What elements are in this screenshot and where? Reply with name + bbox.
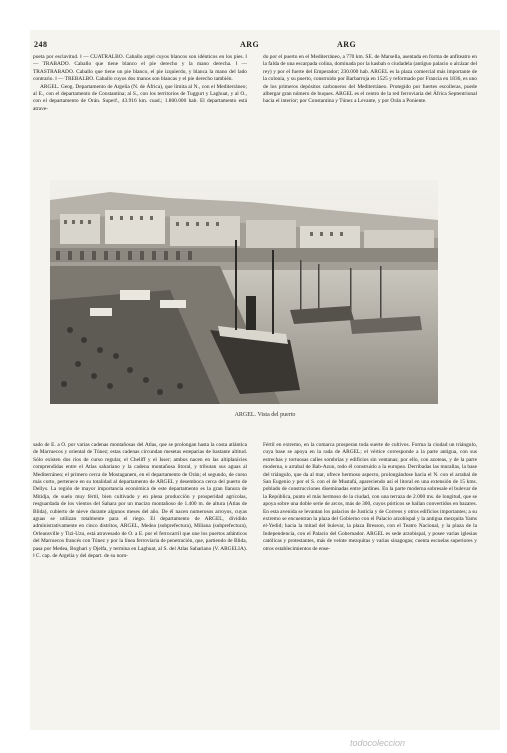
harbor-photograph: [50, 180, 438, 404]
running-head-right: ARG: [337, 40, 357, 49]
page-number: 248: [34, 40, 48, 49]
paragraph: sado de E. a O. por varias cadenas montañosas del Atlas, que se prolongan hasta la costa atlántica de Marruecos y oriental de Túnez; estas cadenas circundan mesetas esteparias de bastante altitud. Sólo existen dos ríos de curso regular, el Cheliff y el Isser; ambos nacen en las altiplanicies comprendidas entre el Atlas sahariano y la cadena montañosa litoral, y tributan sus aguas al Mediterráneo; el primero cerca de Mostaganem, en el departamento de Orán; el segundo, de curso más corto, pertenece en su totalidad al departamento de ARGEL y desemboca cerca del puerto de Dellys. La región de mayor importancia económica de este departamento es la gran llanura de Mitidja, de suelo muy fértil, bien cultivado y en plena producción y prosperidad agrícolas, resguardada de los vientos del Sahara por un macizo montañoso de 1.400 m. de altura (Atlas de Blida), cubierto de nieve durante algunos meses del año. De él nacen numerosos arroyos, cuyas aguas se utilizan totalmente para el riego. El departamento de ARGEL, dividido administrativamente en cinco distritos, ARGEL, Medea (subprefectura), Miliana (subprefectura), Orleansville y Tizi-Uzu, está atravesado de O. a E. por el ferrocarril que une los puertos atlánticos del Marruecos francés con Túnez y por la línea ferroviaria de penetración, que, partiendo de Blida, pasa por Medea, Boghari y Djelfa, y termina en Laghuat, al S. del Atlas Sahariano (V. ARGELIA). ‖ C. cap. de Argelia y del depart. de su nom-: [33, 442, 247, 560]
harbor-photo-image: [50, 180, 438, 404]
column-1-bottom: [33, 442, 247, 728]
paragraph: ARGEL. Geog. Departamento de Argelia (N. de África), que limita al N., con el Mediterráneo; al E., con el departamento de Constantina; al S., con los territorios de Tuggurt y Laghuat, y al O., con el departamento de Orán. Superf., 43.916 km. cuad.; 1.800.000 hab. El departamento está atrave-: [33, 83, 247, 112]
column-1-top: [33, 54, 247, 194]
encyclopedia-page: [30, 30, 500, 748]
paragraph: Fértil en extremo, en la comarca prosperan toda suerte de cultivos. Forma la ciudad un triángulo, cuya base se apoya en la rada de ARGEL; el vértice corresponde a la parte antigua, con sus estrechas y tortuosas calles sombrías y edificios sin ventanas; por ello, con azoteas, y de la parte moderna, o arrabal de Bab-Azun, todo él construido a la europea. Derribadas las murallas, la base del triángulo, que da al mar, ofrece hermoso aspecto, prolongándose hacia el N. con el arrabal de San Eugenio y por el S. con el de Mustafá, apareciendo así el litoral en una extensión de 15 kms. poblado de construcciones diseminadas entre jardines. En la parte moderna sobresale el bulevar de la República, punto el más hermoso de la ciudad, con una terraza de 2.000 ms. de longitud, que se apoya sobre una doble serie de arcos, más de 300, cuyos pórticos se hallan convertidos en bazares. En esta avenida se levantan los palacios de Justicia y de Correos y otros edificios importantes; a su extremo se encuentran la plaza del Gobierno con el Palacio arzobispal y la antigua mezquita Yams el-Yedid; hacia la mitad del bulevar, la plaza Bresson, con el Teatro Nacional, y la plaza de la Independencia, con el Palacio del Gobernador. ARGEL es sede arzobispal, y posee varias iglesias católicas y protestantes, más de veinte mezquitas y varias sinagogas; cuenta escuelas superiores y otros establecimientos de ense-: [263, 442, 477, 552]
column-2-bottom: [263, 442, 477, 728]
paragraph: do por el puerto en el Mediterráneo, a 770 km. SE. de Marsella, asentada en forma de anfiteatro en la falda de una escarpada colina, dominada por la kasbah o ciudadela (antiguo palacio o alcázar del rey) y por el fuerte del Emperador; 230.000 hab. ARGEL es la plaza comercial más importante de la colonia, y su puerto, construido por Barbarroja en 1525 y reformado por Francia en 1836, es uno de los primeros depósitos carboneros del Mediterráneo. Protegido por fuertes escolleras, puede albergar gran número de buques. ARGEL es el centro de la red ferroviaria del África Septentrional hacia el interior; por Constantina y Túnez a Levante, y por Orán a Poniente.: [263, 54, 477, 105]
column-2-top: [263, 54, 477, 194]
paragraph: poeta por esclavitud. ‖ — CUATRALBO. Caballo argel cuyos blancos son idénticos en los pies. ‖ — TRABADO. Caballo que tiene blanco el pie derecho y la mano derecha. ‖ — TRASTRABADO. Caballo que tiene un pie blanco, el pie izquierdo, y blanca la mano del lado contrario. ‖ — TREBALBO. Caballo cuyos dos manos son blancas y el pie derecho también.: [33, 54, 247, 83]
figure-caption: ARGEL. Vista del puerto: [234, 412, 296, 418]
watermark-logo: todocoleccion: [350, 738, 406, 748]
running-head-left: ARG: [240, 40, 260, 49]
